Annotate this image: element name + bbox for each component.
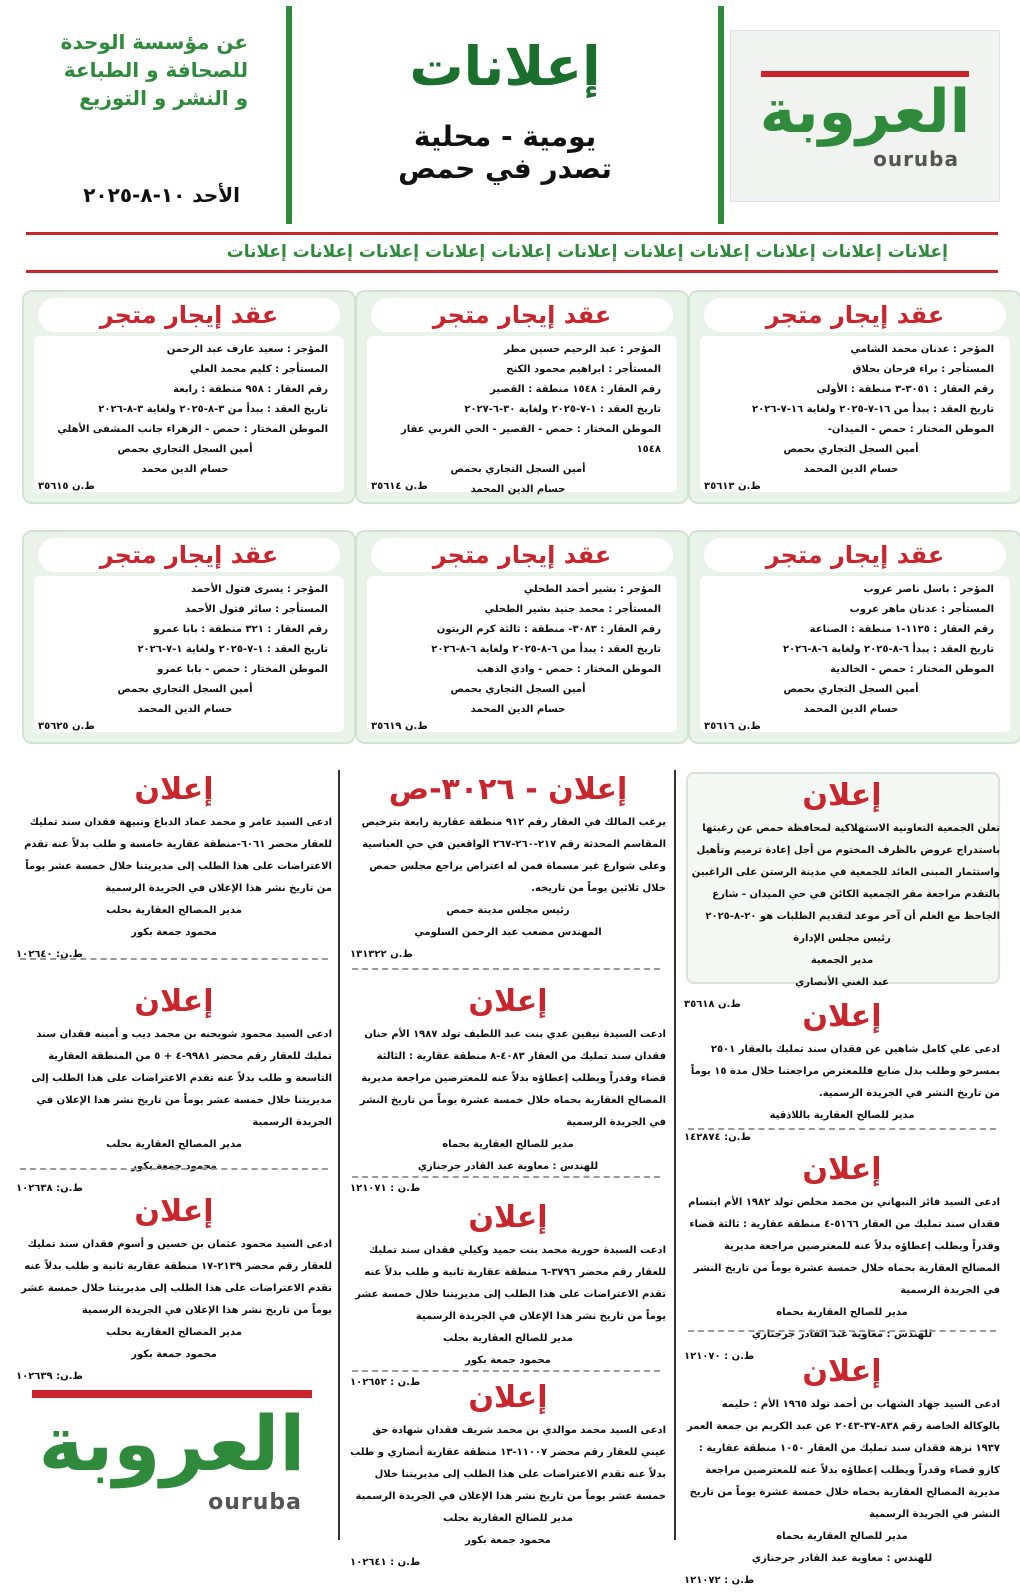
lease-line: الموطن المختار : حمص - القصير - الحي الغربي عقار ١٥٤٨ <box>401 424 661 455</box>
lease-body <box>700 576 1010 732</box>
notice-title: إعلان <box>134 984 214 1019</box>
notice-signature: محمود جمعة بكور <box>131 1161 217 1172</box>
logo <box>730 30 1000 202</box>
notice-title: إعلان - ٣٠٢٦-ص <box>388 772 628 807</box>
notice-ref: ط.ن ١٣١٣٢٢ <box>350 949 413 960</box>
lease-body <box>367 576 677 732</box>
notice-signature: رئيس مجلس مدينة حمص <box>446 905 570 916</box>
lease-line: المؤجر : بشير أحمد الطحلي <box>523 584 661 595</box>
notice-title: إعلان <box>468 1380 548 1415</box>
notice-body: ادعت السيدة حورية محمد بنت حميد وكيلي فقدان سند تمليك للعقار رقم محضر ٣٧٩٦-٦ منطقة عقارية ثانية و طلب بدلاً عنه تقدم الاعتراضات على هذا الطلب إلى مديريتنا خلال خمسة عشر يوماً من تاريخ نشر هذا الإعلان في الجريدة الرسمية <box>355 1245 666 1322</box>
dashed-separator <box>352 1370 660 1372</box>
lease-line: تاريخ العقد : يبدأ من ٦-٨-٢٠٢٥ ولغاية ٦-٨-٢٠٢٦ <box>431 644 661 655</box>
lease-ref: ط.ن ٣٥٦٢٥ <box>38 721 95 732</box>
lease-body <box>34 336 344 492</box>
column-divider <box>674 770 676 1540</box>
lease-line: المستأجر : براء فرحان بحلاق <box>852 364 994 375</box>
notice-signature: مدير للصالح العقارية بحماه <box>776 1307 908 1318</box>
notice-r2 <box>684 995 1000 1149</box>
lease-signature: حسام الدين المحمد <box>470 484 566 495</box>
notice-title: إعلان <box>802 999 882 1034</box>
lease-line: الموطن المختار : حمص - بابا عمرو <box>157 664 328 675</box>
notice-ref: ط.ن: ١٤٢٨٧٤ <box>684 1132 751 1143</box>
lease-line: المؤجر : عدنان محمد الشامي <box>850 344 994 355</box>
dashed-separator <box>688 1330 996 1332</box>
lease-signature: أمين السجل التجاري بحمص <box>783 444 919 455</box>
issue-date: الأحد ١٠-٨-٢٠٢٥ <box>83 183 240 207</box>
notice-signature: محمود جمعة بكور <box>131 1349 217 1360</box>
lease-ref: ط.ن ٣٥٦١٥ <box>38 481 95 492</box>
lease-title: عقد إيجار متجر <box>704 298 1006 332</box>
notice-ref: ط.ن : ١٢١٠٧٠ <box>684 1351 755 1362</box>
lease-box <box>688 290 1020 504</box>
notice-signature: المهندس مصعب عبد الرحمن السلومي <box>414 927 602 938</box>
notice-signature: مدير المصالح العقارية بحلب <box>106 1327 242 1338</box>
logo-word: العروبة <box>759 77 971 147</box>
notice-signature: رئيس مجلس الإدارة <box>793 933 891 944</box>
lease-signature: أمين السجل التجاري بحمص <box>783 684 919 695</box>
notice-signature: مدير للصالح العقارية باللاذقية <box>769 1110 915 1121</box>
notice-body: ادعى علي كامل شاهين عن فقدان سند تمليك بالعقار ٢٥٠١ بمسرخو وطلب بدل ضايع فللمعترض مراجعتنا خلال مدة ١٥ يوماً من تاريخ النشر في الجريدة الرسمية. <box>690 1044 1000 1099</box>
lease-title: عقد إيجار متجر <box>38 538 340 572</box>
lease-line: تاريخ العقد : ١-٧-٢٠٢٥ ولغاية ٣٠-٦-٢٠٢٧ <box>464 404 661 415</box>
publisher-block <box>18 18 288 228</box>
notice-body: ادعى السيد محمد موالدي بن محمد شريف فقدان شهادة حق عيني للعقار رقم محضر ١١٠٠٧-١٣ منطقة عقارية أنصاري و طلب بدلاً عنه تقدم الاعتراضات على هذا الطلب إلى مديريتنا خلال خمسة عشر يوماً من تاريخ نشر هذا الإعلان في الجريدة الرسمية <box>350 1425 666 1502</box>
notice-l3 <box>16 1190 332 1388</box>
lease-body <box>700 336 1010 492</box>
lease-line: المستأجر : محمد جنيد بشير الطحلي <box>484 604 661 615</box>
lease-ref: ط.ن ٣٥٦١٦ <box>704 721 761 732</box>
lease-line: المؤجر : سعيد عارف عبد الرحمن <box>166 344 328 355</box>
publisher-line: للصحافة و الطباعة <box>63 58 248 82</box>
notice-signature: مدير للصالح العقارية بحماه <box>776 1531 908 1542</box>
lease-line: المستأجر : سائر فتول الأحمد <box>185 604 328 615</box>
notice-ref: ط.ن: ١٠٢٦٣٩ <box>16 1371 83 1382</box>
header-divider <box>286 6 292 224</box>
lease-line: الموطن المختار : حمص - الزهراء جانب المشفى الأهلي <box>57 424 328 435</box>
lease-signature: أمين السجل التجاري بحمص <box>117 684 253 695</box>
notice-signature: مدير للصالح العقارية بحلب <box>443 1333 573 1344</box>
band-line <box>26 270 998 273</box>
lease-line: تاريخ العقد : ١-٧-٢٠٢٥ ولغاية ١-٧-٢٠٢٦ <box>137 644 328 655</box>
notice-m3 <box>350 1196 666 1394</box>
notice-signature: مدير للصالح العقارية بحلب <box>443 1513 573 1524</box>
notice-title: إعلان <box>802 1152 882 1187</box>
notice-signature: محمود جمعة بكور <box>465 1355 551 1366</box>
lease-line: تاريخ العقد : يبدأ من ١٦-٧-٢٠٢٥ ولغاية ١٦-٧-٢٠٢٦ <box>752 404 994 415</box>
notice-signature: محمود جمعة بكور <box>131 927 217 938</box>
lease-line: المستأجر : كليم محمد العلي <box>190 364 328 375</box>
notice-signature: مدير الجمعية <box>810 955 874 966</box>
notice-r4 <box>684 1350 1000 1592</box>
notice-ref: ط.ن : ١٢١٠٧١ <box>350 1183 421 1194</box>
lease-line: رقم العقار : ١١٢٥-١ منطقة : الصناعة <box>809 624 994 635</box>
dashed-separator <box>20 958 328 960</box>
notice-ref: ط.ن ٣٥٦١٨ <box>684 999 741 1010</box>
logo-sub: ouruba <box>873 147 959 171</box>
dashed-separator <box>352 1176 660 1178</box>
notice-signature: للهندس : معاوية عبد القادر جرجنازي <box>751 1329 933 1340</box>
lease-line: رقم العقار : ١٥٤٨ منطقة : القصير <box>490 384 661 395</box>
notice-ref: ط.ن : ١٠٢٦٥٢ <box>350 1377 421 1388</box>
band-text: إعلانات إعلانات إعلانات إعلانات إعلانات إعلانات إعلانات إعلانات إعلانات إعلانات إعلانات <box>226 242 948 262</box>
lease-line: المستأجر : عدنان ماهر عروب <box>849 604 994 615</box>
lease-title: عقد إيجار متجر <box>704 538 1006 572</box>
notice-signature: عبد الغني الأنصاري <box>795 977 889 988</box>
notice-r3 <box>684 1148 1000 1368</box>
logo-bar <box>32 1390 312 1398</box>
notice-title: إعلان <box>802 778 882 813</box>
lease-ref: ط.ن ٣٥٦١٣ <box>704 481 761 492</box>
lease-signature: حسام الدين المحمد <box>803 704 899 715</box>
lease-ref: ط.ن ٣٥٦١٩ <box>371 721 428 732</box>
lease-line: رقم العقار : ٩٥٨ منطقة : رابعة <box>173 384 328 395</box>
lease-box <box>22 290 356 504</box>
lease-box <box>688 530 1020 744</box>
lease-box <box>355 290 689 504</box>
publisher-line: عن مؤسسة الوحدة <box>60 30 248 54</box>
lease-box <box>355 530 689 744</box>
logo-word: العروبة <box>38 1399 306 1488</box>
header-divider <box>718 6 724 224</box>
lease-signature: حسام الدين المحمد <box>137 704 233 715</box>
notice-body: ادعى السيد جهاد الشهاب بن أحمد تولد ١٩٦٥ الأم : حليمه بالوكالة الخاصة رقم ٨٣٨-٣٧-٢٠٤٣ عن عبد الكريم بن جمعة العمر ١٩٣٧ نزهة فقدان سند تمليك من العقار ١٠٥٠ منطقة عقارية : كازو قضاء وقدراً ويطلب إعطاؤه بدلاً عنه للمعترضين مراجعة مديرية المصالح العقارية بحماه خلال خمسة عشرة يوماً من تاريخ النشر في الجريدة الرسمية <box>686 1399 1000 1520</box>
notice-signature: مدير المصالح العقارية بحلب <box>106 1139 242 1150</box>
lease-title: عقد إيجار متجر <box>371 298 673 332</box>
notice-title: إعلان <box>802 1354 882 1389</box>
notice-signature: للهندس : معاوية عبد القادر جرجنازي <box>751 1553 933 1564</box>
lease-body <box>367 336 677 495</box>
publisher-lines <box>18 28 288 112</box>
notice-m4 <box>350 1376 666 1574</box>
lease-box <box>22 530 356 744</box>
lease-line: تاريخ العقد : يبدأ من ٣-٨-٢٠٢٥ ولغاية ٣-٨-٢٠٢٦ <box>98 404 328 415</box>
notice-body: ادعت السيدة نيفين عدي بنت عبد اللطيف تولد ١٩٨٧ الأم حنان فقدان سند تمليك من العقار ٤٠٨٣-٨ منطقة عقارية : الثالثة قضاء وقدراً ويطلب إعطاؤه بدلاً عنه للمعترضين مراجعة مديرية المصالح العقارية بحماه خلال خمسة عشرة يوماً من تاريخ النشر في الجريدة الرسمية <box>359 1029 666 1128</box>
lease-signature: حسام الدين محمد <box>141 464 229 475</box>
lease-line: المستأجر : ابراهيم محمود الكنج <box>506 364 661 375</box>
notice-r1 <box>684 774 1000 1016</box>
dashed-separator <box>20 1168 328 1170</box>
notice-l2 <box>16 980 332 1200</box>
lease-line: الموطن المختار : حمص - الميدان- <box>827 424 994 435</box>
lease-line: الموطن المختار : حمص - الخالدية <box>830 664 994 675</box>
lease-line: تاريخ العقد : يبدأ ٦-٨-٢٠٢٥ ولغاية ٦-٨-٢٠٢٦ <box>782 644 994 655</box>
lease-signature: أمين السجل التجاري بحمص <box>450 684 586 695</box>
notice-body: تعلن الجمعية التعاونية الاستهلاكية لمحافظة حمص عن رغبتها باستدراج عروض بالظرف المختوم من أجل إعادة ترميم وتأهيل واستثمار المبنى العائد للجمعية في مدينة الرستن على الراغبين بالتقدم مراجعة مقر الجمعية الكائن في حي الميدان - شارع الجاحظ مع العلم أن آخر موعد لتقديم الطلبات هو ٢٠-٨-٢٠٢٥ <box>691 823 1000 922</box>
lease-line: المؤجر : باسل ناصر عروب <box>863 584 994 595</box>
notice-signature: محمود جمعة بكور <box>465 1535 551 1546</box>
page-subtitle: تصدر في حمص <box>398 152 612 185</box>
logo-sub: ouruba <box>208 1490 302 1515</box>
lease-line: المؤجر : عبد الرحيم حسين مطر <box>504 344 661 355</box>
dashed-separator <box>352 968 660 970</box>
lease-title: عقد إيجار متجر <box>38 298 340 332</box>
lease-line: رقم العقار : ٣٠٥١-٣ منطقة : الأولى <box>816 384 994 395</box>
notice-signature: للهندس : معاوية عبد القادر جرجنازي <box>417 1161 599 1172</box>
notice-ref: ط.ن : ١٢١٠٧٢ <box>684 1575 755 1586</box>
notice-ref: ط.ن: ١٠٢٦٤٠ <box>16 949 83 960</box>
notice-title: إعلان <box>134 1194 214 1229</box>
lease-signature: حسام الدين المحمد <box>470 704 566 715</box>
notice-body: ادعى السيد محمود عثمان بن حسين و أسوم فقدان سند تمليك للعقار رقم محضر ٢١٣٩-١٧ منطقة عقارية ثانية و طلب بدلاً عنه تقدم الاعتراضات على هذا الطلب إلى مديريتنا خلال خمسة عشر يوماً من تاريخ نشر هذا الإعلان في الجريدة الرسمية <box>21 1239 332 1316</box>
lease-body <box>34 576 344 732</box>
band-line <box>26 232 998 235</box>
lease-title: عقد إيجار متجر <box>371 538 673 572</box>
publisher-line: و النشر و التوزيع <box>79 86 248 110</box>
notice-signature: مدير المصالح العقارية بحلب <box>106 905 242 916</box>
notice-title: إعلان <box>468 1200 548 1235</box>
notice-ref: ط.ن : ١٠٢٦٤١ <box>350 1557 421 1568</box>
notice-signature: مدير للصالح العقارية بحماه <box>442 1139 574 1150</box>
page-title: إعلانات <box>409 35 601 98</box>
lease-ref: ط.ن ٣٥٦١٤ <box>371 481 428 492</box>
dashed-separator <box>688 1128 996 1130</box>
lease-signature: أمين السجل التجاري بحمص <box>117 444 253 455</box>
notice-body: ادعى السيد محمود شويحنه بن محمد ديب و أمينه فقدان سند تمليك للعقار رقم محضر ٩٩٨١-٤ + ٥ من المنطقة العقارية التاسعة و طلب بدلاً عنه تقدم الاعتراضات على هذا الطلب إلى مديريتنا خلال خمسة عشر يوماً من تاريخ نشر هذا الإعلان في الجريدة الرسمية <box>31 1029 332 1128</box>
lease-signature: أمين السجل التجاري بحمص <box>450 464 586 475</box>
page-subtitle: يومية - محلية <box>413 120 597 153</box>
notice-title: إعلان <box>134 772 214 807</box>
lease-signature: حسام الدين المحمد <box>803 464 899 475</box>
notice-title: إعلان <box>468 984 548 1019</box>
ads-band <box>26 232 998 276</box>
notice-ref: ط.ن: ١٠٢٦٣٨ <box>16 1183 83 1194</box>
lease-line: رقم العقار : ٣٢١ منطقة : بابا عمرو <box>153 624 328 635</box>
lease-line: المؤجر : يسرى فتول الأحمد <box>191 584 328 595</box>
notice-body: ادعى السيد فائز النبهاني بن محمد مخلص تولد ١٩٨٢ الأم ابتسام فقدان سند تمليك من العقار ٥١٦٦-٤ منطقة عقارية : ثالثة قضاء وقدراً ويطلب إعطاؤه بدلاً عنه للمعترضين مراجعة مديرية المصالح العقارية بحماه خلال خمسة عشرة يوماً من تاريخ النشر في الجريدة الرسمية <box>688 1197 1000 1296</box>
notice-body: يرغب المالك في العقار رقم ٩١٢ منطقة عقارية رابعة بترخيص المقاسم المحدثة رقم ٢١٧-٢٦٠-٢٦٧ الواقعين في حي العباسية وعلى شوارع غير مسماة فمن له اعتراض يراجع مجلس حمص خلال ثلاثين يوماً من تاريخه. <box>361 817 666 894</box>
notice-m1 <box>350 768 666 966</box>
lease-line: الموطن المختار : حمص - وادي الذهب <box>476 664 661 675</box>
column-divider <box>338 770 340 1540</box>
lease-line: رقم العقار : ٣٠٨٣- منطقة : ثالثة كرم الزيتون <box>436 624 661 635</box>
notice-body: ادعى السيد عامر و محمد عماد الدباغ ونبيهة فقدان سند تمليك للعقار محضر ٦٠٦١-منطقة عقارية خامسة و طلب بدلاً عنه تقدم الاعتراضات على هذا الطلب إلى مديريتنا خلال خمسة عشر يوماً من تاريخ نشر هذا الإعلان في الجريدة الرسمية <box>24 817 332 894</box>
notice-m2 <box>350 980 666 1200</box>
notice-l1 <box>16 768 332 966</box>
bottom-logo <box>22 1384 322 1534</box>
